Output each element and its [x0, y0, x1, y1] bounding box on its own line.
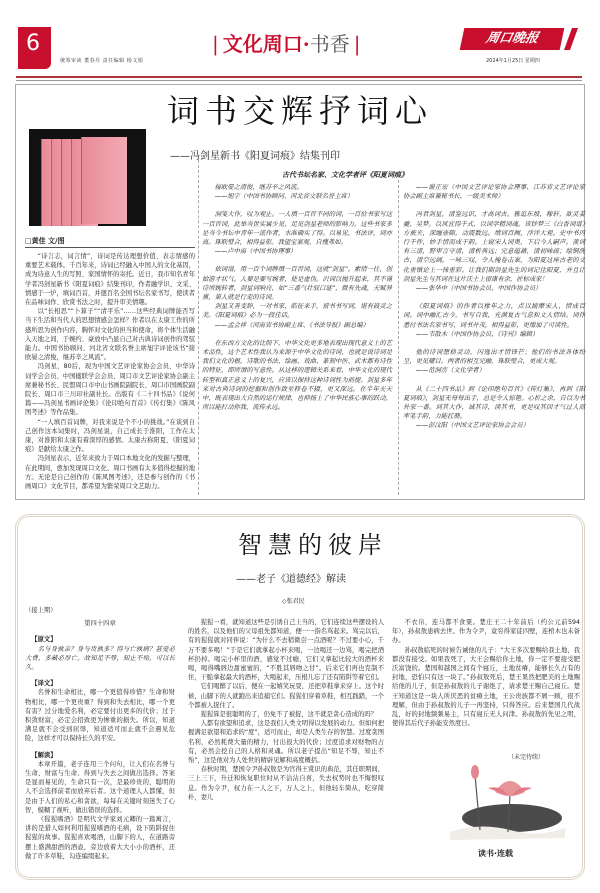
editor-credits: 统筹审读 董春丹 责任编辑 杨文娟: [60, 58, 144, 64]
paragraph: 春秋时期，楚国令尹孙叔敖是为官得王赏识的典范，其任职期间，三上三下，升迁和恢复职位时从不沾沾自喜，失去权势时也不悔恨叹息。作为令尹，权力在一人之下，万人之上，但他轻车简从，吃穿简朴，妻儿: [188, 766, 384, 801]
paragraph: 冯剑星，80后，现为中国文艺评论家协会会员、中华诗词学会会员、中国楹联学会会员、周口市文艺评论家协会副主席兼秘书长、民盟周口市中山书画院副院长、周口市国画院副院长、周口市三川印社副社长。出版有《二十四书品》《说何篇——冯剑星书画评论集》《论印绝句百首》《传灯集》《陈风图考述》等作品集。: [25, 363, 196, 417]
article2-middle-column: [188, 618, 384, 802]
review-author: ——谢正宏（中国文艺评论家协会理事、江苏省文艺评论家协会副主席兼秘书长、一级美术师）: [403, 184, 585, 201]
paragraph: “诗言志，词言情”，诗词是传达理想价值、表志情感的重要艺术载体。千百年来，诗词已经融入中国人的文化基因，成为诗意人生的写照、家国情怀的寄托。近日，我市知名青年学者冯剑星新书《阳夏词痕》结集刊印，作者融学识、文采、情感于一炉，填词百首，并邀百名全国书坛名家书写，使读者在品味词作、欣赏书法之时，提升审美情趣。: [25, 253, 196, 307]
reviews-middle-column: [202, 183, 392, 412]
article1-title: 词书交辉抒词心: [166, 92, 433, 130]
article1-subtitle: ——冯剑星新书《阳夏词痕》结集刊印: [170, 151, 340, 162]
review-text: 《阳夏词痕》的作者以椽年之力，点以揣摩宋人，情成百词。词中融汇古今，书写自我，充满复古气息和文人情结。词作悉付书法名家书写，词书并茂，相得益彰，更增加了可读性。: [403, 303, 585, 329]
column-divider: [398, 180, 399, 495]
newspaper-logo: 周口晚报: [460, 28, 565, 50]
continued-note: （接上期）: [25, 607, 57, 614]
translation-text: 名誉和生命相比，哪一个更值得珍惜？生命和财物相比，哪一个更贵重？得到和失去相比，哪一个更有害？过分地爱名利，必定要付出更多的代价；过于积敛财富，必定会招致更为惨重的损失。所以，知道满足就不会受到屈辱，知道适可而止就不会遇见危险，这样才可以保持长久的平安。: [25, 689, 175, 743]
column-divider: [198, 160, 199, 495]
article1-byline: □黄佳 文/图: [25, 237, 65, 245]
section-sub: 书香: [309, 32, 350, 56]
paragraph: 不衣帛，连马都不食粟。楚庄王二十年前后（约公元前594年），孙叔敖患病去世。作为令尹，竟穷得家徒四壁，连棺木也未备办。: [392, 619, 580, 645]
review-author: ——孟会祥（河南省书协副主席、《书法导报》副总编）: [214, 321, 369, 329]
article2-title: 智慧的彼岸: [238, 531, 388, 559]
review-author: ——彭汶阳（中国文艺评论家协会会员）: [415, 422, 529, 430]
review-text: 冯君剑星，清鉴远识，才高词古。雅追东坡，稼轩，欲灵姜夔、吴梦。以风宜得千式，以词学精词魂。该钞梦三《白香词谱》方被夹，深缠壶隙，动震数远。填词百阙，洋洋大观。史中书丙行千件，妙手情而成于韵。上窥宋人词奥，下启今人嗣声。羡词有三清，野审言守清，清析典远；完意蕴藉，清初味疏；绘铜洗古，清空远阔。一咏三叹，令人掩卷击案，为阳夏这座古老的文化重镇论上一抹重彩。让我们期剑星先生的词记住阳夏，并且让剑星先生与其词在这片沃土上留康有余，匠标成家！: [403, 211, 585, 283]
interpretation-text: 《猩猩嗜酒》是明代文学家刘元卿的一篇寓言，讲的是猎人如何利用猩猩嗜酒的毛病，设下陷阱捉住猩猩的故事。猩猩喜欢喝酒，山脚下的人，在道路旁摆上盛满甜酒的酒壶，旁边放着大大小小的酒杯，还做了许多草鞋，勾连编缀起来。: [25, 816, 175, 860]
section-heading: 【译文】: [31, 680, 57, 688]
section-heading: 【解读】: [31, 751, 57, 759]
paragraph: 人都有欲望和追求，这是我们人类文明得以发展的动力。但如何把握满足欲望和追求的“度”，适可而止，却是人类生存的智慧。过度贪图名利，必然耗费大量的精力，付出很大的代价；过度追求对财物的占有，必然会挖自己的人格和灵魂。所以老子提出“知足不辱，知止不殆”，这是他对为人处世的精辟见解和高度概括。: [188, 720, 384, 765]
paragraph: 猩猩算是很聪明的了，仍免不了被捉，这不就是贪心造成的吗？: [200, 711, 377, 719]
review-text: 他的诗词想格灵动，闪逸出才情锋芒；他们的书法各体纷呈，更见耀目。两者的相互完融，珠联璧合，更成大观。: [403, 349, 585, 366]
interpretation-text: 本章开篇，老子连用三个问句，让人们在名誉与生命、财富与生命、得到与失去之间做出选择。答案是显而易见的，生命只有一次，是最珍贵的，聪明的人不会选择前者而放弃后者。这个道理人人都懂，但是由于人们的私心和贪欲，每每在关键时刻迷失了心智，模糊了视听，做出错误的选择。: [25, 760, 175, 814]
article2-left-column: [25, 606, 175, 861]
header-rule-thin: [16, 80, 582, 81]
review-author: ——张华中（中国书协会员、中国作协会员）: [415, 285, 542, 293]
section-title: | 文化周口·书香 |: [212, 32, 361, 56]
paragraph: “一人填百首词牌，对我来说是个不小的挑战。”在谈到自己创作这本词集时，冯剑星说，自己成长于淮阳，工作在太康，对淮阳和太康有着深厚的感情。太康古称阳夏，《阳夏词痕》是献给太康之作。: [25, 418, 195, 454]
original-text: 名与身孰亲？身与货孰多？得与亡孰病？甚爱必大费，多藏必厚亡。故知足不辱，知止不殆，可以长久。: [25, 645, 175, 672]
to-be-continued: （未完待续）: [508, 754, 545, 761]
review-text: 接欧晏之清俊，继苏辛之风流。: [214, 184, 303, 191]
byline-rule: [25, 247, 195, 248]
paragraph: 以“长相思”“卜算子”“清平乐”……这些经典词牌能否写当下生活和当代人的思想情感会怎样？作者以在太康工作的所感所思为创作内容，胸怀对文化的担当和使命，将个体生活融入天地之间，于婉约、豪放中凸显自己对古典诗词创作的驾驭能力。中国书协顾问、河北省文联名誉主席旭宇评论该书“接欧晏之清俊，继苏辛之风流”。: [25, 308, 196, 362]
page-number: 6: [18, 27, 51, 69]
review-text: 洞笺大作，叹为观止。一人填一百首不同的词，一百位书家写这一百首词，此举当世实属少见，足见剑星老师的影响力。这些书家多是当今书坛中青年一流作者，水准确实了得。以易见，书法评，词亦高。珠联璧合，相得益彰。我望宝案观，自愧弗如。: [202, 211, 392, 247]
paragraph: 冯剑星表示，近年来致力于周口本地文化的发掘与整理，在此期间，愈加发现周口文化、周口书画有太多值得挖掘的地方。无论是自己创作的《陈风图考述》，还是参与创作的《书画周口》文化节目，都希望为繁荣周口文艺助力。: [25, 455, 196, 491]
column-caption: 读书·连载: [478, 849, 514, 858]
article2-subtitle: ——老子《道德经》解读: [236, 574, 346, 585]
issue-date: 2024年1月25日 星期四: [486, 58, 540, 64]
book-photo: [29, 129, 146, 226]
header-rule: [16, 76, 582, 78]
review-text: 剑星又善变辞，一对书家，皓征来手，留书书写词，堪有鼓灵之美。《阳夏词痕》必为一段佳话。: [202, 303, 392, 320]
review-author: ——卢中南（中国书协理事）: [214, 248, 297, 256]
review-text: 依词谱，用一百个词牌填一百首词，这就“剑星”。素情一往，创始游才状气。人要是要写婉者，使是虚伪。沢词以抛升起来，其不谨诗所婉转者，剑星词响亮，如“三番气壮驭口谜”，微有先魂，天赋异禀，第人就是行走的诗词。: [202, 266, 392, 302]
review-author: ——旭宇（中国书协顾问、河北省文联名誉主席）: [214, 193, 354, 201]
review-author: ——韦散木（中国作协会员、《诗刊》编辑）: [415, 330, 539, 338]
review-text: 从《二十四书品》到《论印绝句百首》《传灯集》，再到《阳夏词痕》，剑星无每每出手，总是令人惊艳。心折之余，自以为书外家一番。词其大作，诚其诗，读其书，更是叹其因才气过人而率笔手韵，力能扛鼎。: [403, 385, 585, 421]
review-text: 在东西方文化的比照下，中华文化更多地表现出现代意义上的艺术品性，这个艺术性我认为来源于中华文化的诗词，也就是说诗词是我们文化的根。诗歌的书法、绘画、戏曲、篆刻中医、武术都有诗性的特征，即所谓的写意性。从这样的逻辑关系来看，中华文化的现代转型和真正意义上的复兴，应该以保持这种诗词性为前提。剑星多年来对古典诗词的挖掘和创作致至释卷不辍，更又深远。在半年天天中，既表现出大自然的运行规律，也抑扬上了中华民族心事的跃动，所以能打动你我，流传永远。: [202, 339, 392, 412]
reviews-heading: 古代书坛名家、文化学者评《阳夏词痕》: [282, 171, 408, 179]
reviews-right-column: [403, 183, 585, 440]
section-main: 文化周口·: [222, 32, 310, 56]
paragraph: 它们喝醉了以后，便在一起嬉笑玩耍，还把草鞋拿来穿上。这个时候，山脚下的人就跑出来追捕它们。猩猩们穿着草鞋，相互践踏，一个个都被人捉住了。: [188, 683, 384, 709]
chapter-heading: 第四十四章: [84, 620, 116, 628]
article2-author: ◇张君民: [282, 598, 305, 605]
paragraph: 孙叔敖临死的时候告诫他的儿子：“大王多次要赐给我土地，我都没有接受。如果我死了，大王会赐给你土地，你一定不要接受肥沃富饶的。楚国和越国之间有个寝丘，土地贫瘠，能够长久占有的封地，恐怕只有这一块了。”孙叔敖死后，楚王果然把肥美的土地赐给他的儿子，但是孙叔敖的儿子谢绝了，请求楚王赐自己寝丘。楚王知道这是一块人所厌恶的贫瘠土地，王公贵族都不屑一顾，很不理解，但由于孙叔敖的儿子一再坚持，只得答应。后来楚国几代战乱，好的封地频频易主，只有寝丘无人问津。孙叔敖的先见之明，使得其后代子孙能安然度日。: [392, 646, 580, 728]
review-author: ——范洞峦（文化学者）: [415, 367, 485, 375]
paragraph: 猩猩一看，就知道这些是引诱自己上当的，它们连续这些摆设的人的姓名，以及他们的父母祖先都知道，便一一指名骂起来。骂完以后，有的猩猩就对同伴说：“为什么不去稍微尝一点酒呢？不过要小心，千万不要多喝！”于是它们就拿起小杯来喝，一边喝还一边骂，喝完把酒杯扔掉。喝完小杯里的酒，感觉不过瘾，它们又拿起比较大的酒杯来喝，喝得嘴唇边甜蜜蜜的，“不胜其唇吻之甘”。后来它们再也克制不住，干脆拿起最大的酒杯，大喝起来，压根儿忘了还有陷阱等着它们。: [188, 619, 384, 682]
article2-right-column: [392, 618, 580, 728]
article1-body: [25, 252, 195, 491]
lotus-illustration: [450, 760, 565, 845]
logo-slash-decoration: [564, 28, 578, 50]
section-heading: 【原文】: [31, 636, 57, 644]
